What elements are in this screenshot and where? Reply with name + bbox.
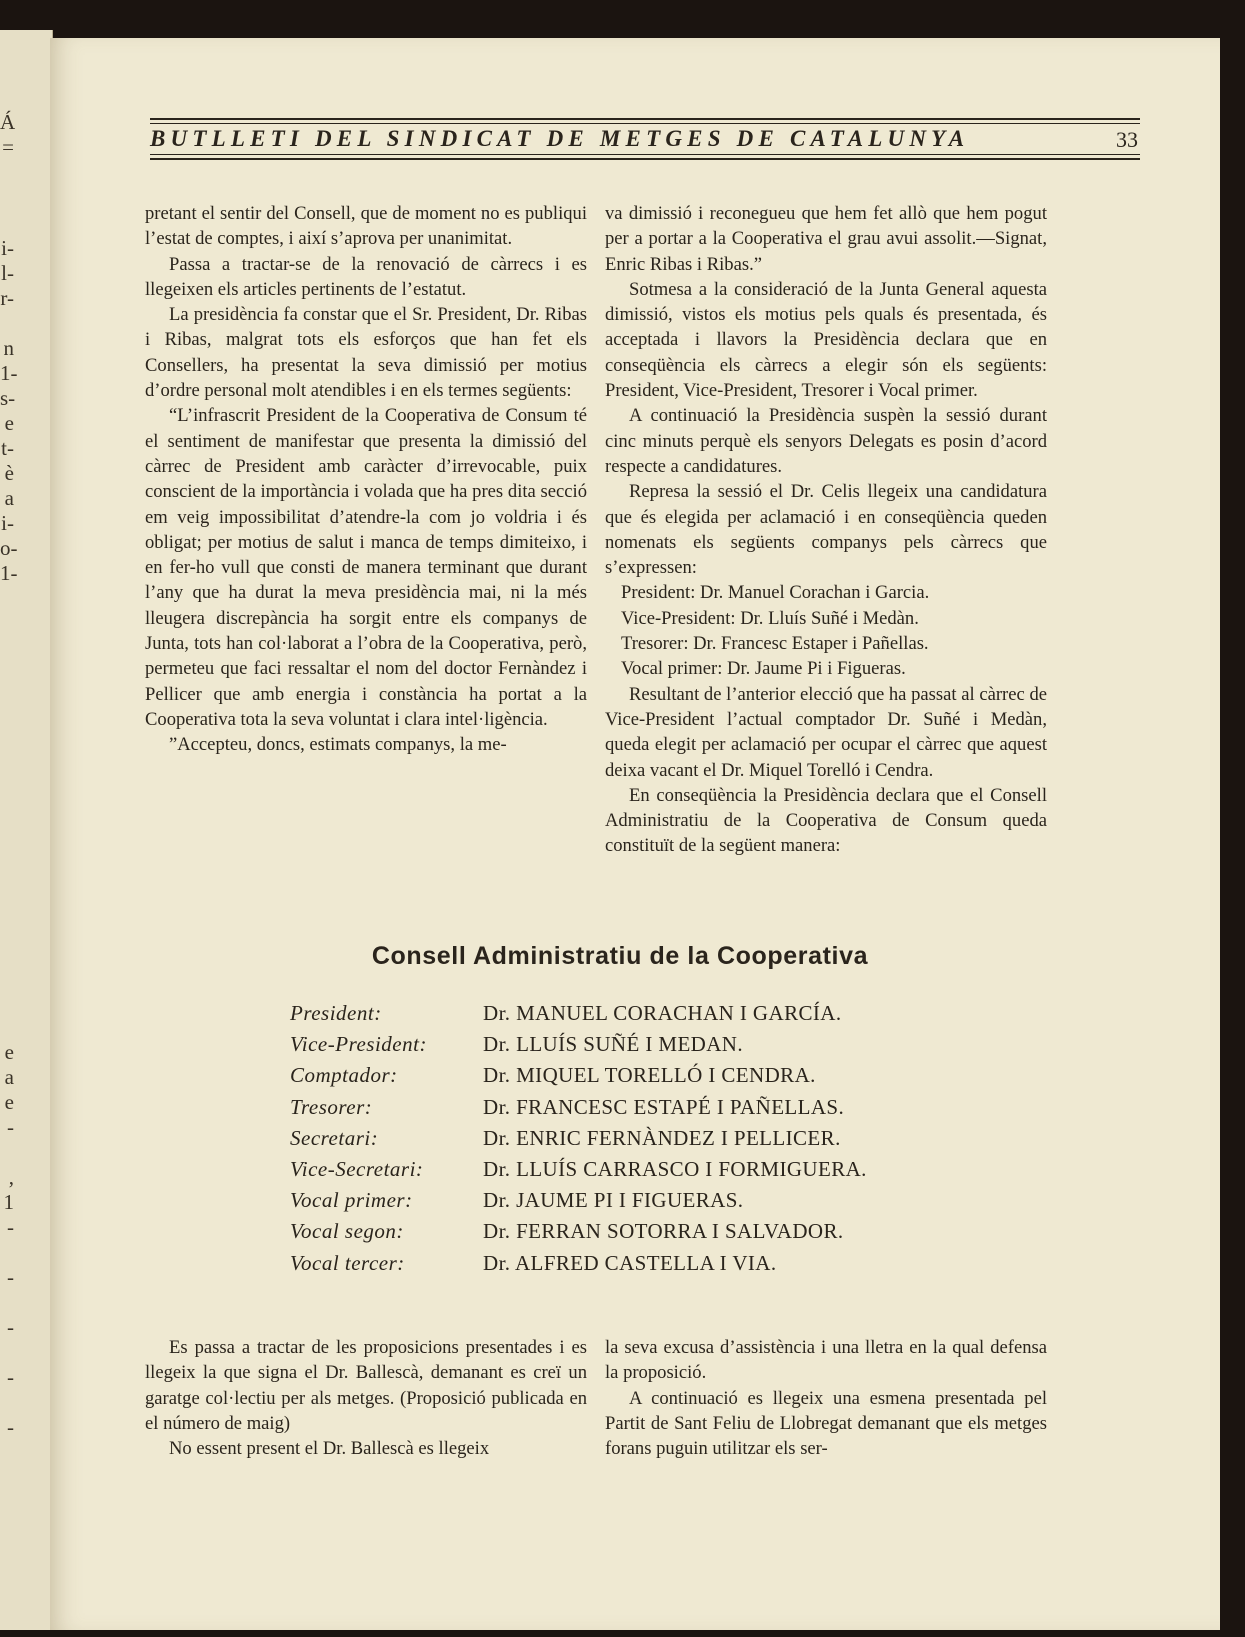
roster-name: Dr. LLUÍS CARRASCO I FORMIGUERA.: [483, 1156, 867, 1181]
roster-row: [290, 1188, 1070, 1219]
roster-row: [290, 1063, 1070, 1094]
roster-name: Dr. MANUEL CORACHAN I GARCÍA.: [483, 1001, 842, 1025]
roster-role: Comptador:: [290, 1063, 398, 1088]
margin-fragment: e: [4, 1040, 14, 1064]
margin-fragment: i-: [1, 236, 14, 260]
margin-fragment: e: [4, 411, 14, 435]
margin-fragment: r-: [0, 286, 14, 310]
margin-fragment: -: [7, 1115, 14, 1139]
running-header: [150, 118, 1140, 158]
roster-name: Dr. LLUÍS SUÑÉ I MEDAN.: [483, 1032, 744, 1057]
header-rule: [150, 123, 1140, 124]
roster-role: Vice-President:: [290, 1032, 427, 1057]
margin-fragment: ,: [8, 1165, 14, 1189]
paragraph: No essent present el Dr. Ballescà es llegeix: [169, 1438, 490, 1460]
paragraph: A continuació es llegeix una esmena presentada pel Partit de Sant Feliu de Llobregat demanant que els metges forans puguin utilitzar els ser-: [605, 1387, 1047, 1460]
roster-role: Vocal tercer:: [290, 1250, 405, 1275]
paragraph: A continuació la Presidència suspèn la sessió durant cinc minuts perquè els senyors Delegats es posin d’acord respecte a candidatures.: [605, 405, 1047, 477]
paragraph: “L’infrascrit President de la Cooperativa de Consum té el sentiment de manifestar que presenta la dimissió del càrrec de President amb caràcter d’irrevocable, puix conscient de la importància i volada que ha pres dita secció em veig impossibilitat d’atendre-la com jo voldria i és obligat; per motius de salut i manca de temps dimiteixo, i en fer-ho vull que consti de manera terminant que durant l’any que ha durat la meva presidència mai, ni la més lleugera discrepància ha sorgit entre els companys de Junta, tots han col·laborat a l’obra de la Cooperativa, però, permeteu que faci ressaltar el nom del doctor Fernàndez i Pellicer que amb energia i constància ha portat a la Cooperativa tota la seva voluntat i clara intel·ligència.: [145, 405, 587, 730]
header-title: BUTLLETI DEL SINDICAT DE METGES DE CATALUNYA: [150, 126, 970, 151]
roster-role: Vocal primer:: [290, 1188, 413, 1213]
paragraph: En conseqüència la Presidència declara que el Consell Administratiu de la Cooperativa de Consum queda constituït de la següent manera:: [605, 784, 1047, 857]
margin-fragment: è: [4, 461, 14, 485]
margin-fragment: e: [4, 1090, 14, 1114]
text-column-right: [605, 201, 1047, 859]
roster-role: Secretari:: [290, 1125, 379, 1150]
margin-fragment: 1-: [0, 561, 18, 585]
roster-row: [290, 1219, 1070, 1250]
paragraph: La presidència fa constar que el Sr. President, Dr. Ribas i Ribas, malgrat tots els esforços que han fet els Consellers, ha presentat la seva dimissió per motius d’ordre personal molt atendibles i en els termes següents:: [145, 304, 587, 402]
roster-name: Dr. ENRIC FERNÀNDEZ I PELLICER.: [483, 1125, 841, 1150]
paragraph: Passa a tractar-se de la renovació de càrrecs i es llegeixen els articles pertinents de l’estatut.: [145, 253, 587, 300]
appointment-line: Tresorer: Dr. Francesc Estaper i Pañellas.: [621, 633, 929, 655]
roster-role: Vocal segon:: [290, 1219, 404, 1244]
margin-fragment: =: [2, 135, 14, 159]
appointment-line: Vocal primer: Dr. Jaume Pi i Figueras.: [621, 658, 906, 680]
roster-name: Dr. ALFRED CASTELLA I VIA.: [483, 1250, 777, 1275]
roster-role: Tresorer:: [290, 1094, 373, 1119]
header-rule: [150, 158, 1140, 160]
paragraph: Represa la sessió el Dr. Celis llegeix una candidatura que és elegida per aclamació i en conseqüència queden nomenats els següents companys pels càrrecs que s’expressen:: [605, 481, 1047, 579]
text-column-left-bottom: [145, 1335, 587, 1461]
bulletin-page: [50, 38, 1220, 1630]
roster-name: Dr. JAUME PI I FIGUERAS.: [483, 1188, 744, 1213]
roster-role: Vice-Secretari:: [290, 1156, 424, 1181]
roster-name: Dr. FRANCESC ESTAPÉ I PAÑELLAS.: [483, 1094, 845, 1119]
margin-fragment: Á: [0, 110, 16, 134]
roster-role: President:: [290, 1001, 382, 1025]
margin-fragment: l-: [1, 261, 14, 285]
council-roster: [290, 1001, 1070, 1282]
text-column-left: [145, 201, 587, 758]
paragraph: ”Accepteu, doncs, estimats companys, la me-: [169, 734, 507, 756]
roster-row: [290, 1032, 1070, 1063]
paragraph: pretant el sentir del Consell, que de moment no es publiqui l’estat de comptes, i així s’aprova per unanimitat.: [145, 203, 587, 250]
facing-page-edge: [0, 30, 53, 1630]
roster-row: [290, 1251, 1070, 1282]
margin-fragment: 1-: [0, 361, 18, 385]
margin-fragment: a: [4, 486, 14, 510]
paragraph: va dimissió i reconegueu que hem fet allò que hem pogut per a portar a la Cooperativa el grau avui assolit.—Signat, Enric Ribas i Ribas.”: [605, 203, 1047, 275]
roster-row: [290, 1126, 1070, 1157]
appointment-line: President: Dr. Manuel Corachan i Garcia.: [621, 582, 930, 604]
margin-fragment: o-: [0, 536, 18, 560]
roster-row: [290, 1157, 1070, 1188]
margin-fragment: s-: [0, 386, 16, 410]
header-rule: [150, 154, 1140, 155]
margin-fragment: -: [7, 1215, 14, 1239]
header-rule: [150, 118, 1140, 120]
page-number: 33: [1116, 127, 1138, 152]
margin-fragment: 1: [3, 1190, 14, 1214]
margin-fragment: -: [7, 1265, 14, 1289]
margin-fragment: n: [3, 336, 14, 360]
roster-row: [290, 1095, 1070, 1126]
roster-name: Dr. MIQUEL TORELLÓ I CENDRA.: [483, 1063, 816, 1088]
text-column-right-bottom: [605, 1335, 1047, 1461]
paragraph: la seva excusa d’assistència i una lletra en la qual defensa la proposició.: [605, 1337, 1047, 1384]
margin-fragment: -: [7, 1415, 14, 1439]
margin-fragment: -: [7, 1365, 14, 1389]
paragraph: Sotmesa a la consideració de la Junta General aquesta dimissió, vistos els motius pels quals és presentada, és acceptada i llavors la Presidència declara que en conseqüència els càrrecs a elegir són els següents: President, Vice-President, Tresorer i Vocal primer.: [605, 278, 1047, 402]
margin-fragment: i-: [1, 511, 14, 535]
margin-fragment: -: [7, 1315, 14, 1339]
roster-row: [290, 1001, 1070, 1032]
margin-fragment: t-: [1, 436, 14, 460]
paragraph: Resultant de l’anterior elecció que ha passat al càrrec de Vice-President l’actual comptador Dr. Suñé i Medàn, queda elegit per aclamació per ocupar el càrrec que aquest deixa vacant el Dr. Miquel Torelló i Cendra.: [605, 683, 1047, 781]
council-title: Consell Administratiu de la Cooperativa: [371, 942, 869, 970]
appointment-line: Vice-President: Dr. Lluís Suñé i Medàn.: [621, 607, 919, 629]
roster-name: Dr. FERRAN SOTORRA I SALVADOR.: [483, 1219, 844, 1244]
margin-fragment: a: [4, 1065, 14, 1089]
paragraph: Es passa a tractar de les proposicions presentades i es llegeix la que signa el Dr. Ballescà, demanant es creï un garatge col·lectiu per als metges. (Proposició publicada en el número de maig): [145, 1337, 587, 1434]
